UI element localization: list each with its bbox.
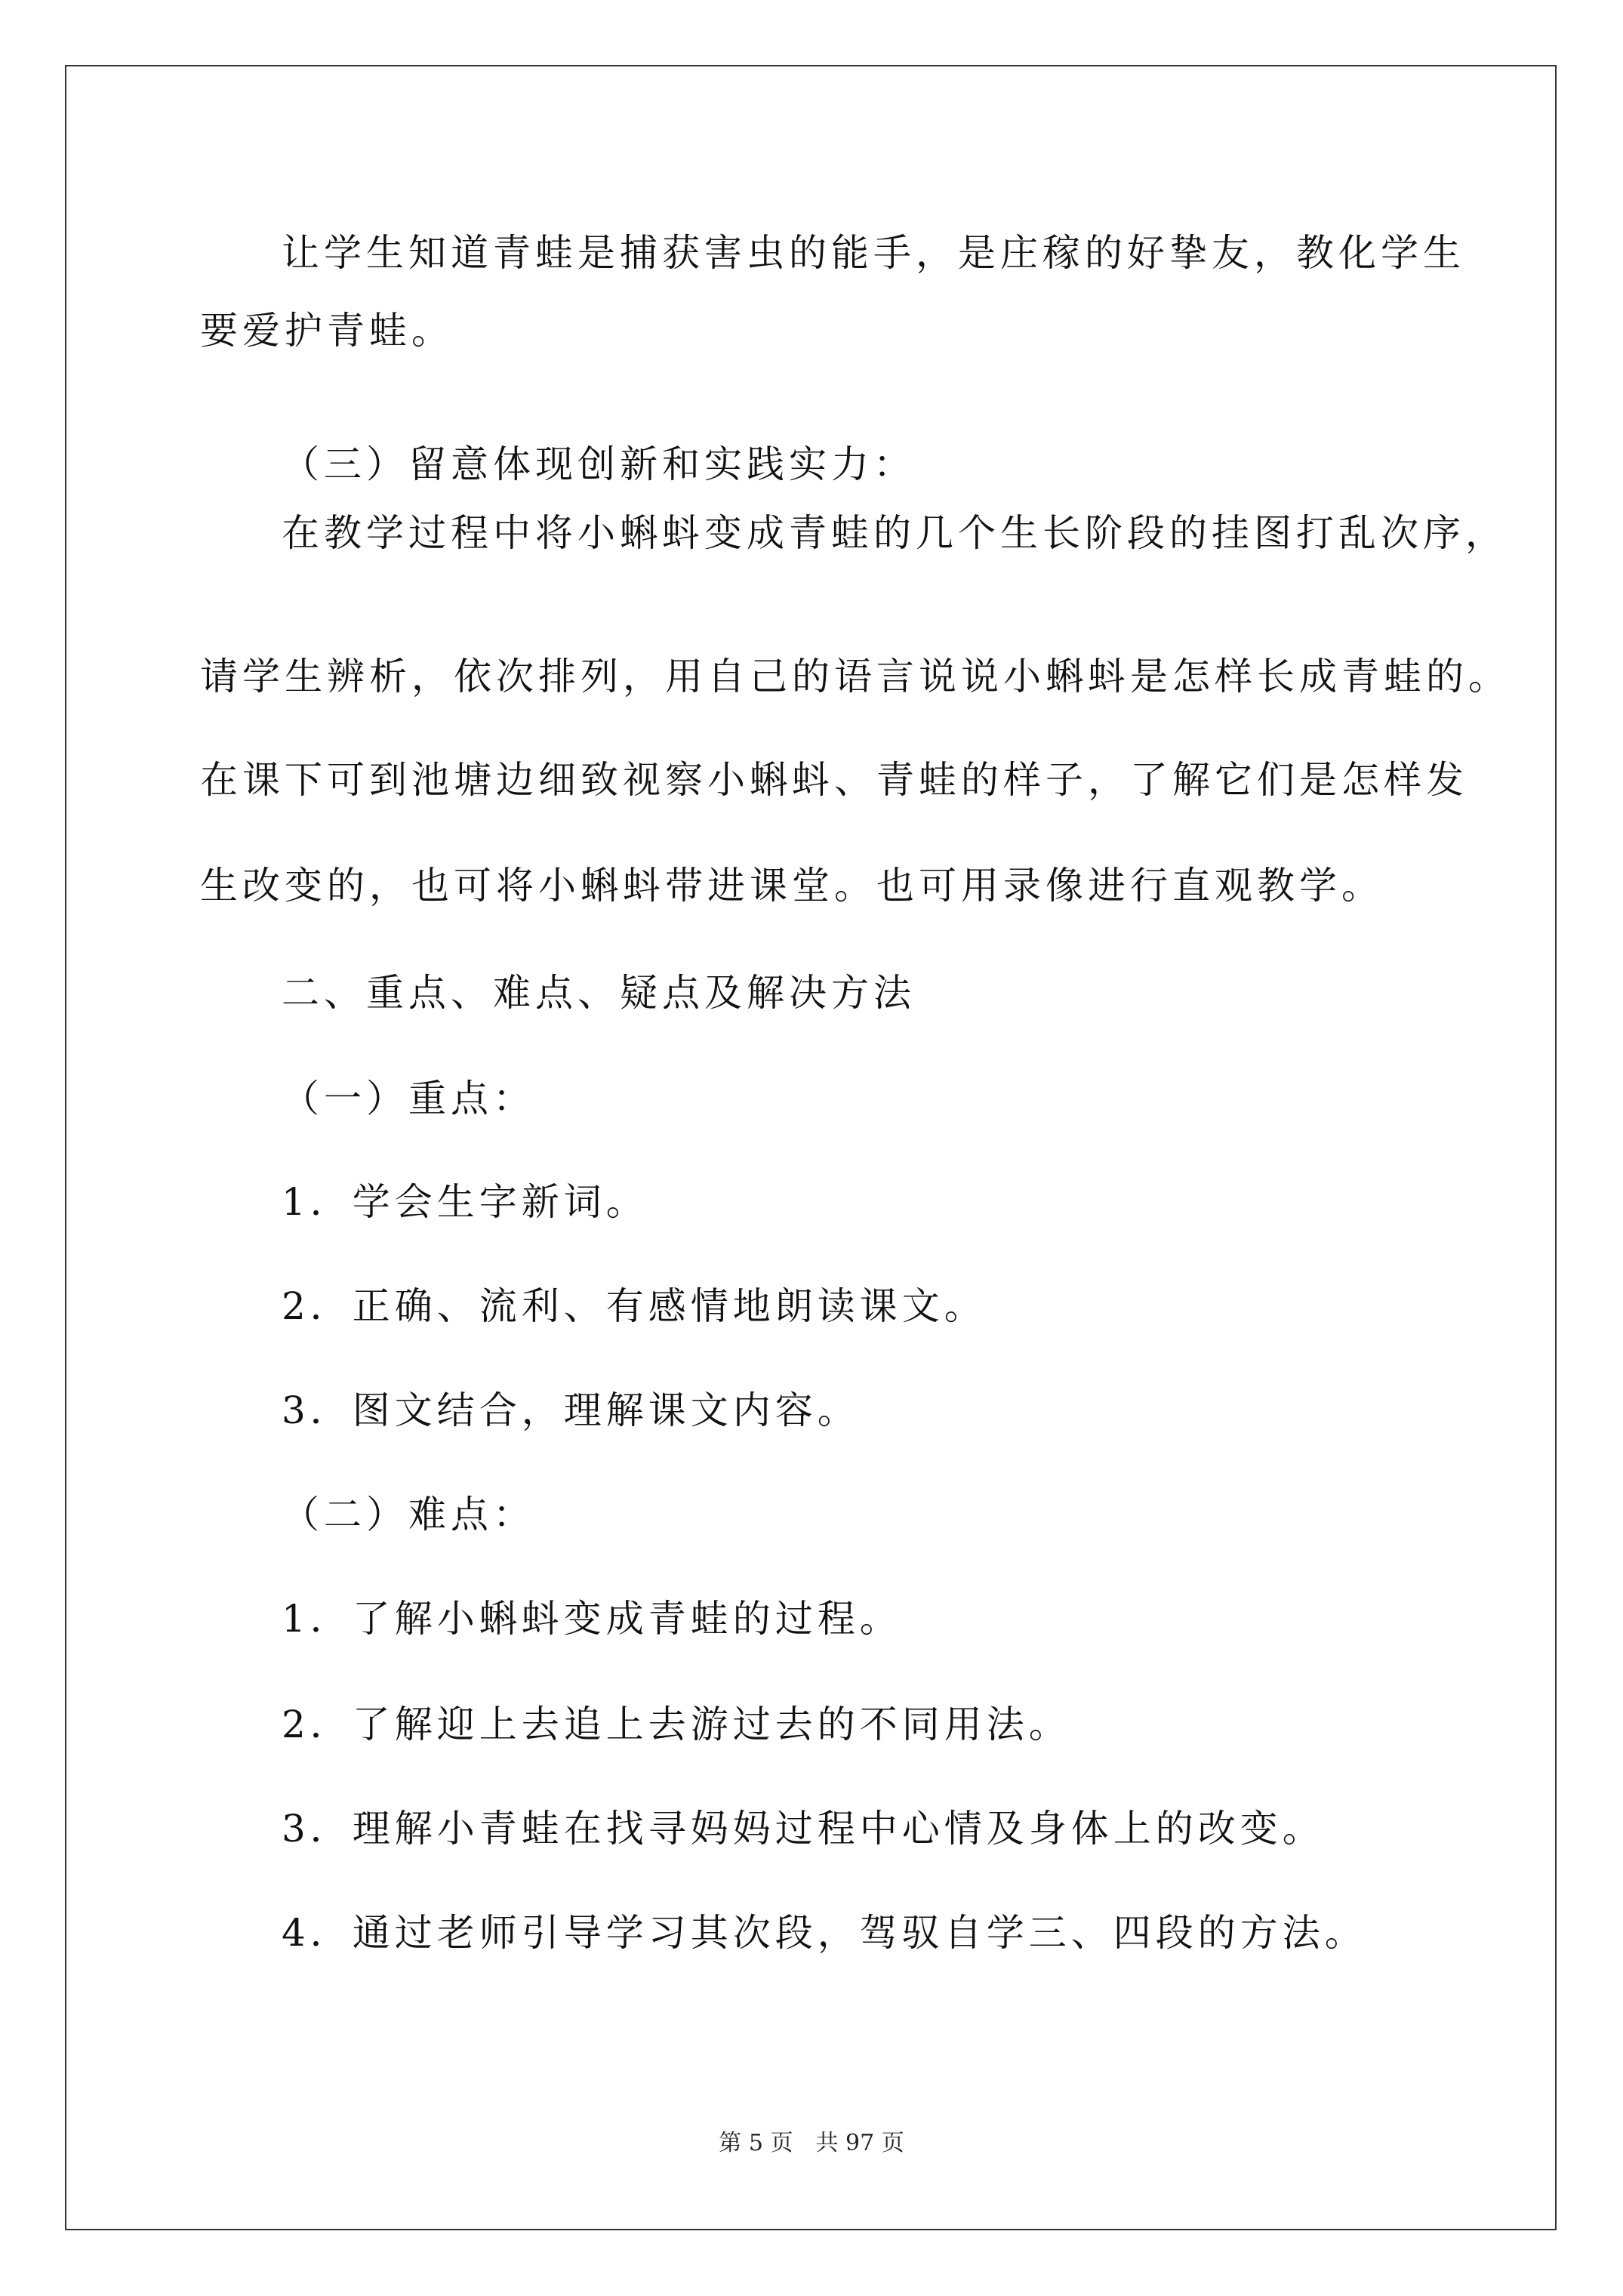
list-item: 2．正确、流利、有感情地朗读课文。: [282, 1284, 987, 1328]
subsection-heading: （一）重点：: [282, 1077, 535, 1120]
page-number: 第 5 页 共 97 页: [719, 2130, 904, 2156]
paragraph-line: 在教学过程中将小蝌蚪变成青蛙的几个生长阶段的挂图打乱次序，: [282, 511, 1508, 555]
list-item: 3．图文结合，理解课文内容。: [282, 1388, 860, 1432]
page-border: [65, 65, 1557, 2230]
list-item: 3．理解小青蛙在找寻妈妈过程中心情及身体上的改变。: [282, 1807, 1325, 1851]
paragraph-line: 要爱护青蛙。: [200, 309, 454, 353]
list-item: 1．了解小蝌蚪变成青蛙的过程。: [282, 1597, 902, 1641]
list-item: 1．学会生字新词。: [282, 1180, 648, 1224]
section-heading: （三）留意体现创新和实践实力：: [282, 442, 916, 486]
paragraph-line: 请学生辨析，依次排列，用自己的语言说说小蝌蚪是怎样长成青蛙的。: [200, 655, 1511, 698]
list-item: 2．了解迎上去追上去游过去的不同用法。: [282, 1703, 1071, 1746]
paragraph-line: 生改变的，也可将小蝌蚪带进课堂。也可用录像进行直观教学。: [200, 864, 1384, 908]
subsection-heading: （二）难点：: [282, 1493, 535, 1536]
section-heading: 二、重点、难点、疑点及解决方法: [282, 971, 916, 1015]
list-item: 4．通过老师引导学习其次段，驾驭自学三、四段的方法。: [282, 1911, 1367, 1955]
paragraph-line: 在课下可到池塘边细致视察小蝌蚪、青蛙的样子，了解它们是怎样发: [200, 758, 1468, 802]
paragraph-line: 让学生知道青蛙是捕获害虫的能手，是庄稼的好挚友，教化学生: [282, 231, 1465, 275]
